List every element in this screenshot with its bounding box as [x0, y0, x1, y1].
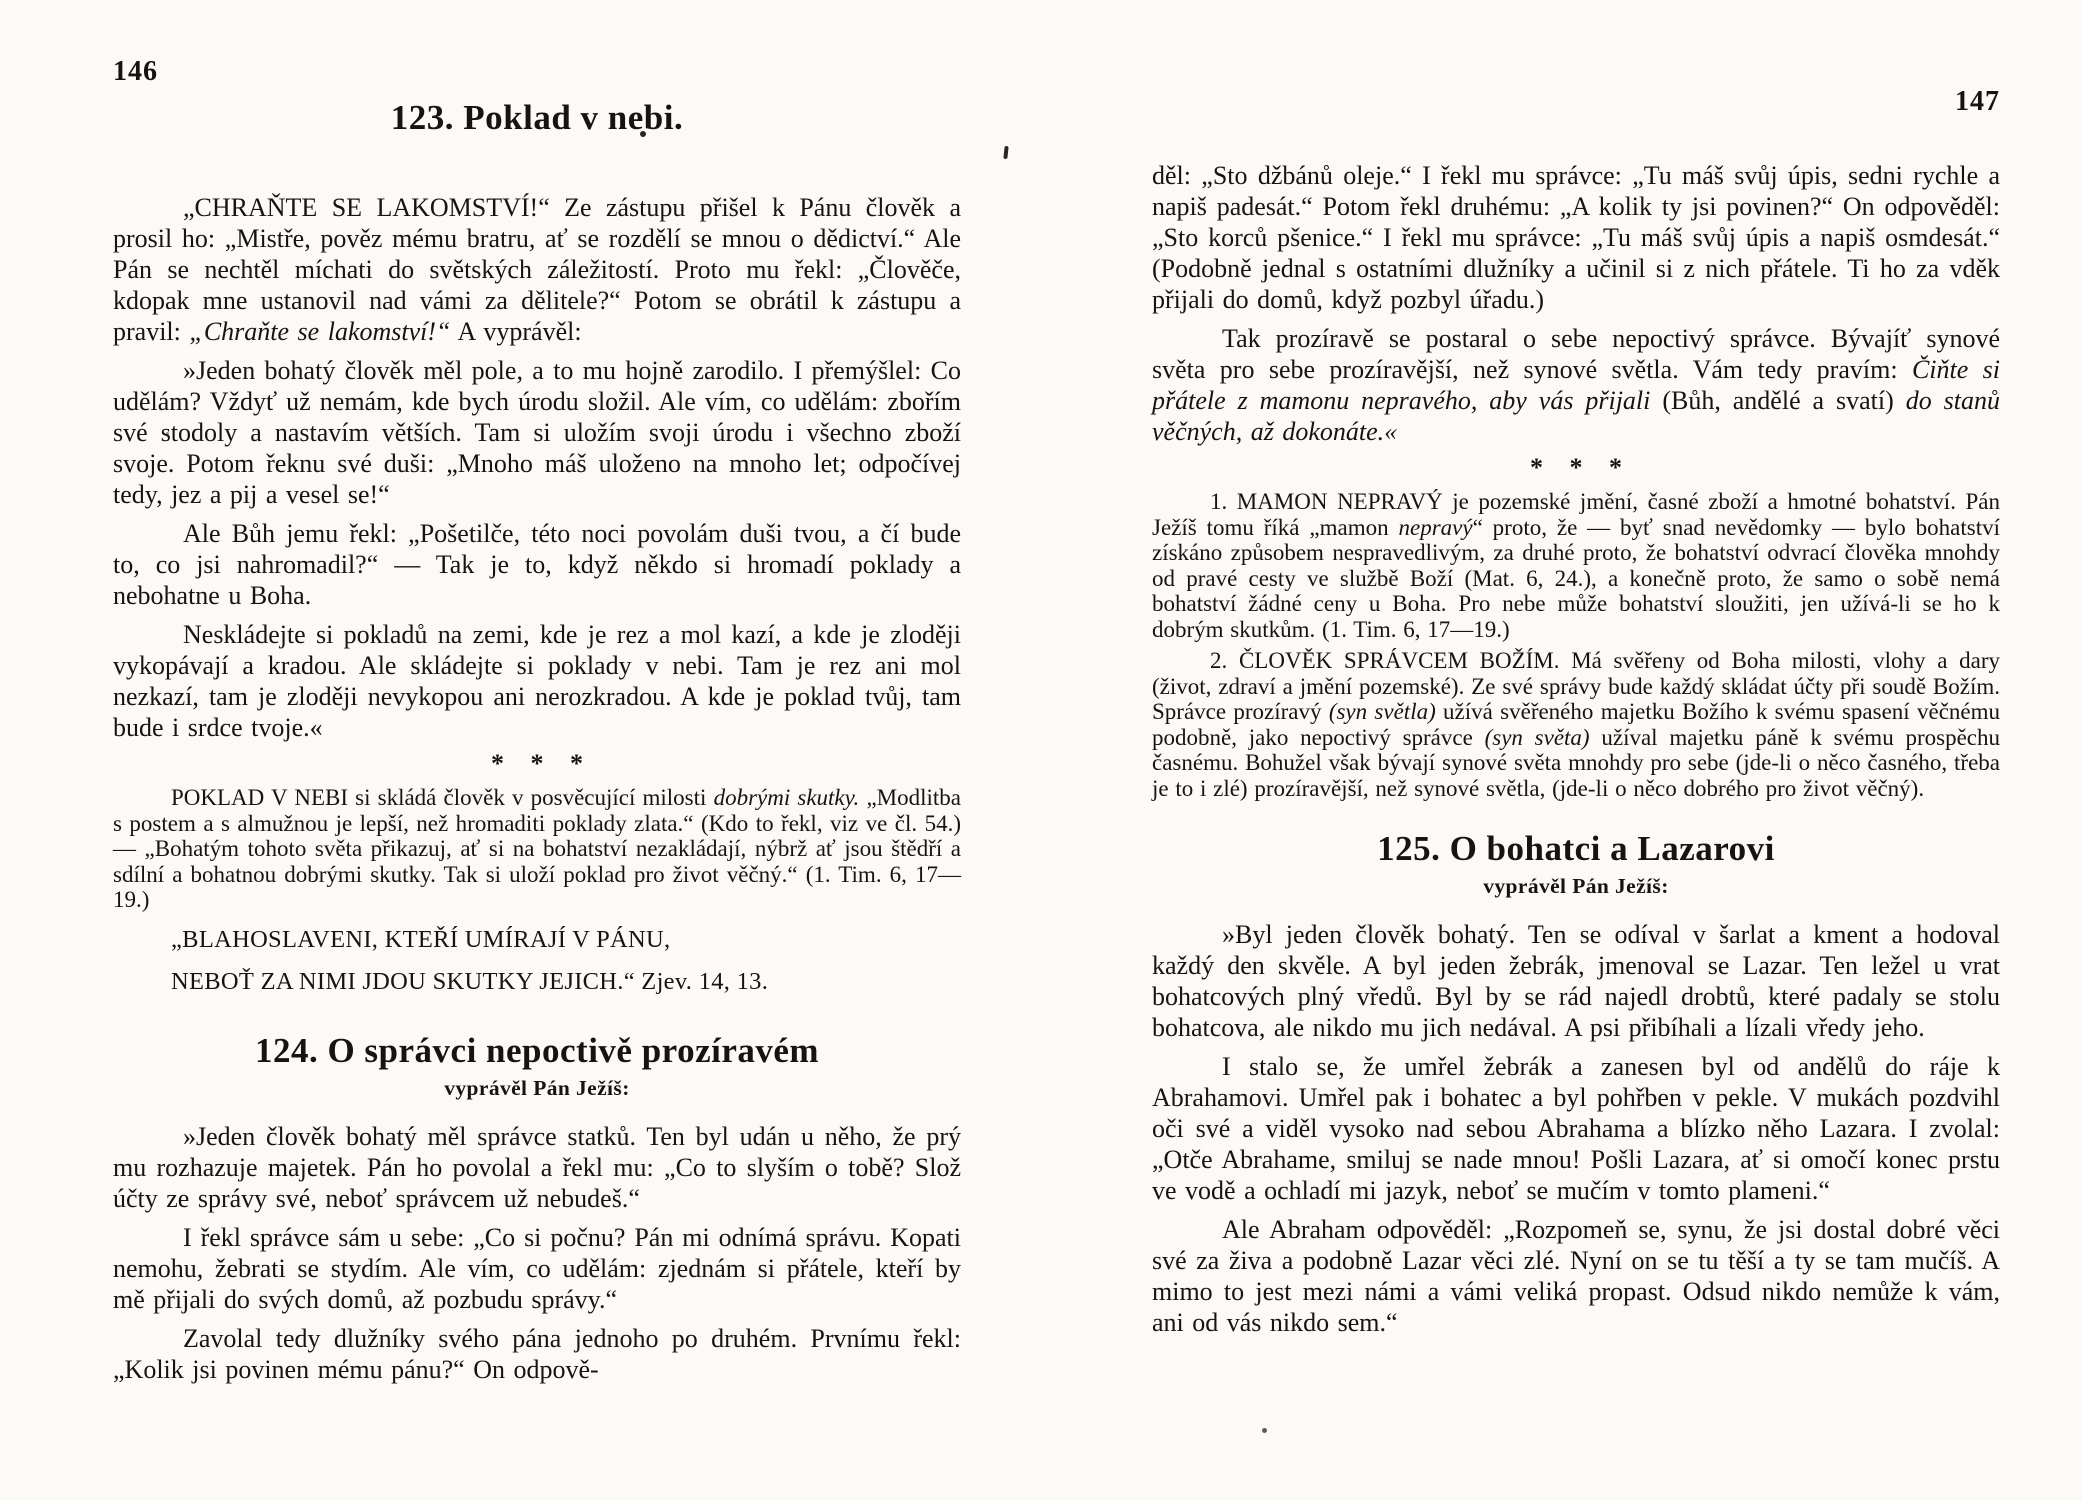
text-run: Tak prozíravě se postaral o sebe nepoctivý správce. Bývajíť synové světa pro sebe prozíravější, než synové světla. Vám tedy pravím: [1152, 324, 2000, 384]
text-run: 1. MAMON NEPRAVÝ je pozemské jmění, časné zboží a hmotné bohatství. Pán Ježíš tomu říká „mamon [1152, 489, 2000, 540]
body-paragraph: Neskládejte si pokladů na zemi, kde je rez a mol kazí, a kde je zloději vykopávají a kradou. Ale skládejte si poklady v nebi. Tam je rez ani mol nezkazí, tam je zloději nevykopou ani nerozkradou. A kde je poklad tvůj, tam bude i srdce tvoje.« [113, 620, 961, 742]
italic-text-run: (syn světa) [1484, 724, 1590, 750]
page-left [113, 58, 961, 1393]
text-run: užívá svěřeného majetku Božího k svému spasení věčnému podobně, jako nepoctivý správce [1152, 699, 2001, 750]
body-paragraph: Ale Abraham odpověděl: „Rozpomeň se, synu, že jsi dostal dobré věci své za živa a podobně Lazar věci zlé. Nyní on se tu těší a ty se tam mučíš. A mimo to jest mezi námi a vámi veliká propast. Odsud nikdo nemůže k vám, ani od vás nikdo sem.“ [1152, 1215, 2000, 1337]
text-run: „CHRAŇTE SE LAKOMSTVÍ!“ Ze zástupu přišel k Pánu člověk a prosil ho: „Mistře, pověz mému bratru, ať se rozdělí se mnou o dědictví.“ Ale Pán se nechtěl míchati do světských záležitostí. Proto mu řekl: „Člověče, kdopak mne ustanovil nad vámi za dělitele?“ Potom se obrátil k zástupu a pravil: [113, 193, 961, 346]
ink-speck [1003, 146, 1008, 159]
body-paragraph: Ale Bůh jemu řekl: „Pošetilče, této noci povolám duši tvou, a čí bude to, co jsi nahromadil?“ — Tak je to, když někdo si hromadí poklady a nebohatne u Boha. [113, 519, 961, 610]
body-paragraph: Zavolal tedy dlužníky svého pána jednoho po druhém. Prvnímu řekl: „Kolik jsi povinen mému pánu?“ On odpově- [113, 1323, 961, 1384]
body-paragraph: I stalo se, že umřel žebrák a zanesen byl od andělů do ráje k Abrahamovi. Umřel pak i bohatec a byl pohřben v pekle. V mukách pozdvihl oči své a viděl vysoko nad sebou Abrahama a blízko něho Lazara. I zvolal: „Otče Abrahame, smiluj se nade mnou! Pošli Lazara, ať si omočí konec prstu ve vodě a ochladí mi jazyk, neboť se mučím v tomto plameni.“ [1152, 1052, 2000, 1205]
body-paragraph: »Jeden bohatý člověk měl pole, a to mu hojně zarodilo. I přemýšlel: Co udělám? Vždyť už nemám, kde bych úrodu složil. Ale vím, co udělám: zbořím své stodoly a nastavím větších. Tam si uložím svoji úrodu i všechno zboží svoje. Potom řeknu své duši: „Mnoho máš uloženo na mnoho let; odpočívej tedy, jez a pij a vesel se!“ [113, 356, 961, 509]
italic-text-run: „Chraňte se lakomství!“ [189, 317, 451, 346]
scripture-quote-line: NEBOŤ ZA NIMI JDOU SKUTKY JEJICH.“ Zjev. 14, 13. [171, 967, 769, 995]
text-run: “ proto, že — byť snad nevědomky — bylo bohatství získáno způsobem nespravedlivým, za druhé proto, že bohatství odvrací člověka mnohdy od pravé cesty ve službě Boží (Mat. 6, 24.), a konečně proto, že samo o sobě nemá bohatství žádné ceny u Boha. Pro nebe může bohatství sloužiti, jen užívá-li se ho k dobrým skutkům. (1. Tim. 6, 17—19.) [1152, 514, 2000, 642]
page-number-left: 146 [113, 56, 158, 87]
text-run: 2. ČLOVĚK SPRÁVCEM BOŽÍM. Má svěřeny od Boha milosti, vlohy a dary (život, zdraví a jmění pozemské). Ze své správy bude každý skládat účty při soudě Božím. Správce prozíravý [1152, 648, 2000, 724]
body-paragraph: »Jeden člověk bohatý měl správce statků. Ten byl udán u něho, že prý mu rozhazuje majetek. Pán ho povolal a řekl mu: „Co to slyším o tobě? Slož účty ze správy své, neboť správcem už nebudeš.“ [113, 1121, 961, 1213]
text-run: POKLAD V NEBI si skládá člověk v posvěcující milosti [171, 785, 714, 810]
commentary-note [1152, 489, 2000, 642]
italic-text-run: (syn světla) [1328, 699, 1436, 724]
asterisk-separator: * * * [1530, 453, 1632, 482]
text-run: „Modlitba s postem a s almužnou je lepší, než hromaditi poklady zlata.“ (Kdo to řekl, viz ve čl. 54.) — „Bohatým tohoto světa přikazuj, ať si na bohatství nezakládají, nýbrž ať jsou štědří a sdílní a bohatnou dobrými skutky. Tak si uloží poklad pro život věčný.“ (1. Tim. 6, 17—19.) [113, 785, 961, 912]
italic-text-run: dobrými skutky. [713, 785, 860, 810]
italic-text-run: Čiňte si přátele z mamonu nepravého, aby vás přijali [1152, 355, 2001, 415]
italic-text-run: do stanů věčných, až dokonáte.« [1152, 386, 2001, 446]
ink-speck [1262, 1428, 1267, 1433]
body-paragraph: I řekl správce sám u sebe: „Co si počnu? Pán mi odnímá správu. Kopati nemohu, žebrati se stydím. Ale vím, co udělám: zjednám si přátele, kteří by mě přijali do svých domů, až pozbudu správy.“ [113, 1222, 961, 1314]
body-paragraph: »Byl jeden člověk bohatý. Ten se odíval v šarlat a kment a hodoval každý den skvěle. A byl jeden žebrák, jmenoval se Lazar. Ten ležel u vrat bohatcových plný vředů. Byl by se rád najedl drobtů, které padaly se stolu bohatcova, ale nikdo mu jich nedával. A psi přibíhali a lízali vředy jeho. [1152, 920, 2000, 1042]
body-paragraph-continuation: děl: „Sto džbánů oleje.“ I řekl mu správce: „Tu máš svůj úpis, sedni rychle a napiš padesát.“ Potom řekl druhému: „A kolik ty jsi povinen?“ On odpověděl: „Sto korců pšenice.“ I řekl mu správce: „Tu máš svůj úpis a napiš osmdesát.“ (Podobně jednal s ostatními dlužníky a učinil si z nich přátele. Ti ho za vděk přijali do domů, když pozbyl úřadu.) [1152, 161, 2000, 314]
commentary-note [1152, 648, 2000, 801]
page-number-right: 147 [1955, 86, 2000, 117]
page-right [1152, 88, 2000, 1346]
spacer [113, 138, 961, 192]
body-paragraph [113, 192, 961, 347]
article-124-title: 124. O správci nepoctivě prozíravém [254, 1030, 820, 1070]
body-paragraph [1152, 323, 2000, 447]
text-run: (Bůh, andělé a svatí) [1650, 386, 1906, 415]
italic-text-run: nepravý [1398, 514, 1473, 540]
text-run: užíval majetku páně k svému prospěchu časnému. Bohužel však bývají synové světa mnohdy pro sebe (jde-li o něco časného, třeba je to i zlé) prozíravější, než synové světla, (jde-li o něco dobrého pro život věčný). [1152, 724, 2000, 801]
article-123-title: 123. Poklad v nebi. [390, 98, 684, 137]
article-125-title: 125. O bohatci a Lazarovi [1377, 829, 1775, 868]
scripture-quote-line: „BLAHOSLAVENI, KTEŘÍ UMÍRAJÍ V PÁNU, [171, 925, 671, 953]
article-124-subtitle: vyprávěl Pán Ježíš: [444, 1075, 630, 1100]
text-run: A vyprávěl: [450, 317, 582, 346]
commentary-note [113, 785, 961, 913]
asterisk-separator: * * * [491, 749, 593, 778]
scripture-quote [171, 919, 961, 1003]
article-125-subtitle: vyprávěl Pán Ježíš: [1483, 874, 1669, 898]
